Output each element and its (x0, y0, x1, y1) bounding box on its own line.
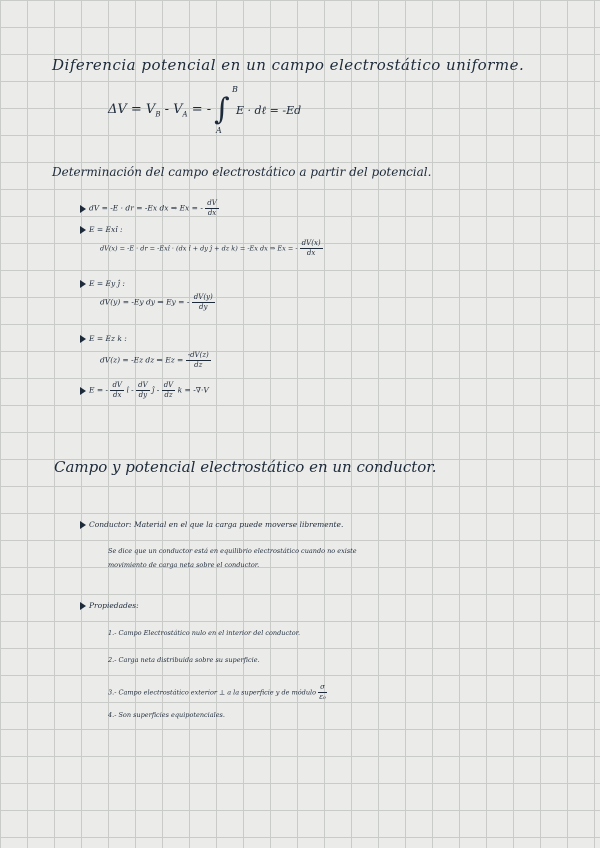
frac-den: dx (113, 391, 122, 399)
item-6 (80, 334, 127, 343)
item-4-text: E = Ey ĵ : (89, 279, 125, 288)
frac-num: dV (207, 199, 217, 207)
frac-num: dV (138, 381, 148, 389)
item-8-part: k = -∇·V (177, 385, 209, 395)
eq-eq: = - (187, 102, 212, 117)
item-7 (100, 352, 211, 369)
integral-upper-limit: B (232, 85, 238, 94)
item-7-text: dV(z) = -Ez dz ⇒ Ez = (100, 355, 186, 365)
frac-den: dy (199, 303, 208, 311)
fraction (136, 382, 150, 399)
item-5 (100, 294, 215, 311)
property-2: 2.- Carga neta distribuida sobre su superficie. (108, 656, 260, 664)
conductor-text: Material en el que la carga puede moverse libremente. (133, 520, 344, 529)
item-2-text: E = Exî : (89, 225, 123, 234)
item-8 (80, 382, 209, 399)
item-4 (80, 279, 125, 288)
frac-num: dV(y) (193, 293, 213, 301)
bullet-icon (80, 602, 86, 610)
fraction (192, 294, 215, 311)
conductor-note-line-2: movimiento de carga neta sobre el conductor. (108, 561, 260, 569)
fraction (162, 382, 176, 399)
frac-den: dz (194, 361, 203, 369)
fraction (110, 382, 124, 399)
section-title-potential-difference: Diferencia potencial en un campo electrostático uniforme. (52, 56, 525, 74)
property-3 (108, 684, 327, 701)
property-3-text: 3.- Campo electrostático exterior ⊥ a la superficie y de módulo (108, 688, 317, 697)
frac-den: dz (164, 391, 173, 399)
frac-den: dy (138, 391, 148, 399)
integral-sign: ∫ (214, 92, 230, 127)
fraction (318, 684, 327, 701)
bullet-icon (80, 226, 86, 234)
integral-lower-limit: A (216, 126, 222, 135)
frac-den: ε₀ (319, 693, 326, 701)
section-title-conductor: Campo y potencial electrostático en un conductor. (54, 458, 437, 476)
properties-label: Propiedades: (89, 601, 139, 610)
item-8-part: î - (126, 385, 134, 395)
eq-mid: - V (160, 102, 183, 117)
eq-sub-a: A (182, 110, 188, 119)
frac-num: dV (112, 381, 122, 389)
item-8-part: ĵ - (152, 385, 160, 395)
frac-num: dV (163, 381, 174, 389)
frac-num: dV(x) (301, 239, 321, 247)
bullet-icon (80, 335, 86, 343)
bullet-icon (80, 521, 86, 529)
bullet-icon (80, 387, 86, 395)
bullet-icon (80, 205, 86, 213)
item-1-text: dV = -E · dr = -Ex dx ⇒ Ex = - (89, 203, 203, 213)
integral-integrand: E · dℓ = -Ed (236, 104, 302, 117)
fraction (186, 352, 211, 369)
properties-heading (80, 601, 139, 610)
conductor-note-line-1: Se dice que un conductor está en equilibrio electrostático cuando no existe (108, 547, 357, 555)
frac-num: σ (320, 683, 325, 691)
item-1 (80, 200, 219, 217)
eq-sub-b: B (155, 110, 161, 119)
property-1: 1.- Campo Electrostático nulo en el interior del conductor. (108, 629, 301, 637)
fraction (300, 240, 323, 257)
item-2 (80, 225, 123, 234)
frac-den: dx (207, 209, 217, 217)
item-3 (100, 240, 323, 257)
conductor-label: Conductor: (89, 520, 132, 529)
property-4: 4.- Son superficies equipotenciales. (108, 711, 225, 719)
frac-den: dx (306, 249, 316, 257)
eq-lhs: ΔV = V (108, 102, 156, 117)
item-6-text: E = Ez k : (89, 334, 127, 343)
conductor-definition (80, 520, 343, 529)
bullet-icon (80, 280, 86, 288)
section-title-field-from-potential: Determinación del campo electrostático a partir del potencial. (52, 165, 432, 179)
equation-potential-difference (108, 102, 211, 119)
item-5-text: dV(y) = -Ey dy ⇒ Ey = - (100, 297, 190, 307)
fraction (205, 200, 219, 217)
frac-num: -dV(z) (187, 351, 209, 359)
item-3-text: dV(x) = -E · dr = -Exî · (dx î + dy ĵ + dz k) = -Ex dx ⇒ Ex = - (100, 244, 298, 253)
item-8-text: E = - (89, 385, 109, 395)
